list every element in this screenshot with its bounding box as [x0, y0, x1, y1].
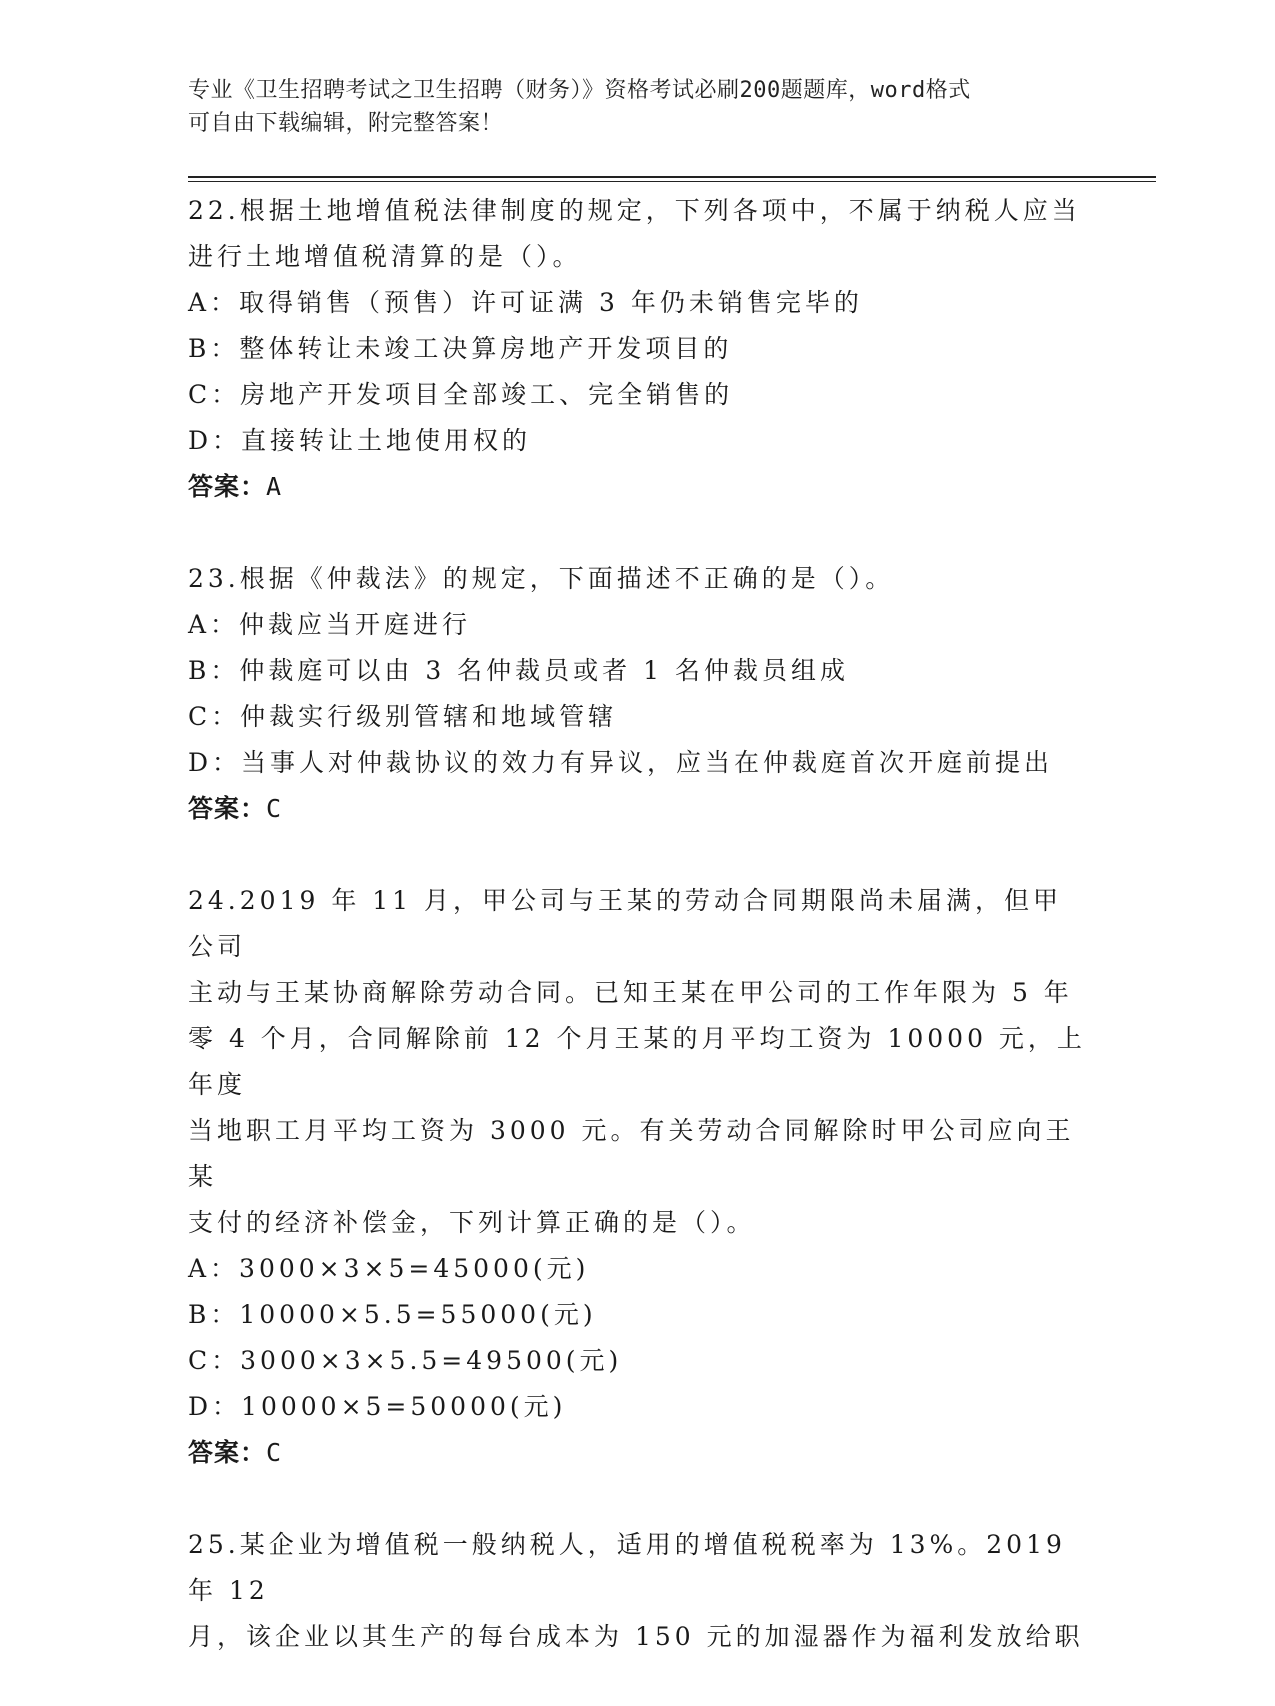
header-line-1: 专业《卫生招聘考试之卫生招聘（财务）》资格考试必刷200题题库，word格式	[188, 78, 971, 103]
question-list	[188, 188, 1088, 1706]
header-divider-thin	[188, 181, 1156, 182]
question-stem-line: 24.2019 年 11 月，甲公司与王某的劳动合同期限尚未届满，但甲公司	[188, 886, 1063, 961]
answer-line	[188, 464, 1088, 510]
answer-option: A：仲裁应当开庭进行	[188, 610, 472, 639]
question-stem-line: 当地职工月平均工资为 3000 元。有关劳动合同解除时甲公司应向王某	[188, 1116, 1075, 1191]
answer-option: C：3000×3×5.5=49500(元)	[188, 1346, 623, 1375]
answer-option: C：仲裁实行级别管辖和地域管辖	[188, 702, 618, 731]
answer-option: D：10000×5=50000(元)	[188, 1392, 567, 1421]
answer-option: C：房地产开发项目全部竣工、完全销售的	[188, 380, 734, 409]
answer-label: 答案：	[188, 1438, 267, 1467]
answer-label: 答案：	[188, 472, 267, 501]
answer-option: A：取得销售（预售）许可证满 3 年仍未销售完毕的	[188, 288, 863, 317]
answer-value: A	[266, 472, 283, 501]
question-block	[188, 878, 1088, 1476]
header-divider-thick	[188, 176, 1156, 178]
question-stem-line: 25.某企业为增值税一般纳税人，适用的增值税税率为 13%。2019 年 12	[188, 1530, 1066, 1605]
answer-option: D：当事人对仲裁协议的效力有异议，应当在仲裁庭首次开庭前提出	[188, 748, 1054, 777]
question-stem-line: 主动与王某协商解除劳动合同。已知王某在甲公司的工作年限为 5 年	[188, 978, 1073, 1007]
answer-value: C	[266, 794, 283, 823]
document-header	[188, 74, 1068, 140]
answer-option: B：仲裁庭可以由 3 名仲裁员或者 1 名仲裁员组成	[188, 656, 849, 685]
question-stem-line: 支付的经济补偿金，下列计算正确的是（）。	[188, 1208, 756, 1237]
question-block	[188, 1522, 1088, 1660]
answer-option: A：3000×3×5=45000(元)	[188, 1254, 590, 1283]
question-stem-line: 进行土地增值税清算的是（）。	[188, 242, 582, 271]
question-block	[188, 556, 1088, 832]
question-stem-line: 22.根据土地增值税法律制度的规定，下列各项中，不属于纳税人应当	[188, 196, 1081, 225]
header-line-2: 可自由下载编辑，附完整答案！	[188, 111, 504, 136]
question-stem-line: 23.根据《仲裁法》的规定，下面描述不正确的是（）。	[188, 564, 895, 593]
answer-line	[188, 786, 1088, 832]
answer-line	[188, 1430, 1088, 1476]
answer-value: C	[266, 1438, 283, 1467]
answer-option: B：整体转让未竣工决算房地产开发项目的	[188, 334, 733, 363]
answer-label: 答案：	[188, 794, 267, 823]
question-stem-line: 月，该企业以其生产的每台成本为 150 元的加湿器作为福利发放给职	[188, 1622, 1084, 1651]
question-stem-line: 零 4 个月，合同解除前 12 个月王某的月平均工资为 10000 元，上年度	[188, 1024, 1086, 1099]
question-block	[188, 188, 1088, 510]
answer-option: B：10000×5.5=55000(元)	[188, 1300, 597, 1329]
answer-option: D：直接转让土地使用权的	[188, 426, 532, 455]
